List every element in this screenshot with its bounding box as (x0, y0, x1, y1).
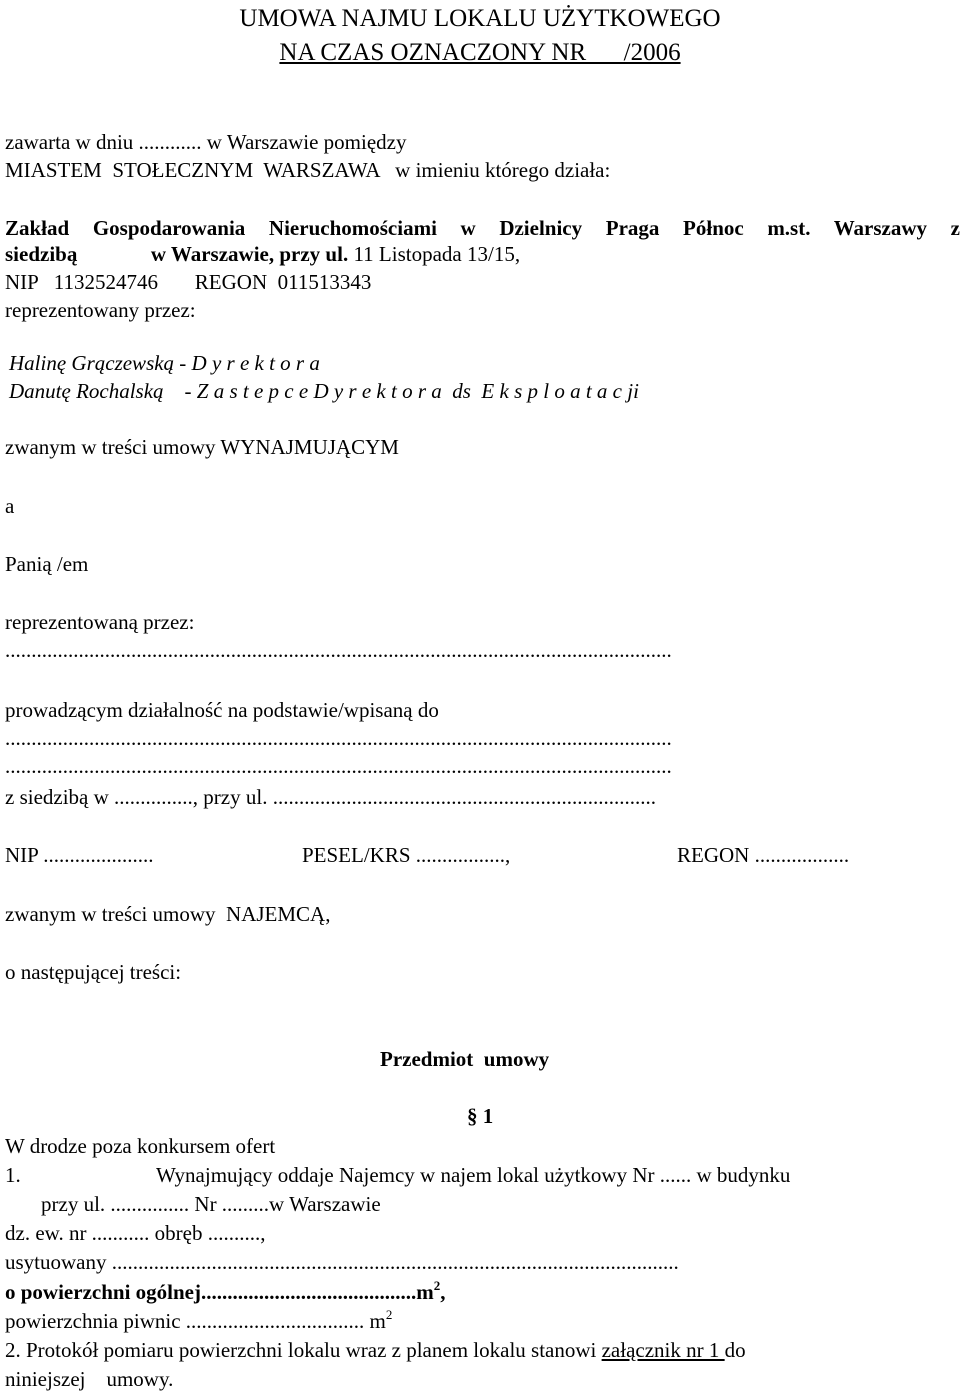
item1-text: Wynajmujący oddaje Najemcy w najem lokal użytkowy Nr ...... w budynku (156, 1163, 791, 1187)
attachment-reference: załącznik nr 1 (601, 1338, 725, 1362)
landlord-nip-regon: NIP 1132524746 REGON 011513343 (5, 270, 372, 294)
intro-city-line: MIASTEM STOŁECZNYM WARSZAWA w imieniu którego działa: (5, 158, 611, 182)
tenant-pesel: PESEL/KRS ................., (302, 843, 511, 867)
landlord-represented-by: reprezentowany przez: (5, 298, 196, 322)
document-title-line2: NA CZAS OZNACZONY NR /2006 (279, 39, 681, 66)
representative-deputy: Danutę Rochalską - Z a s t e p c e D y r e k t o r a ds E k s p l o a t a c ji (9, 379, 639, 403)
no-tender-line: W drodze poza konkursem ofert (5, 1134, 276, 1158)
tenant-activity-dots2: ............................................................................................................................... (5, 754, 672, 778)
landlord-address-line (5, 244, 520, 265)
tenant-activity-dots1: ............................................................................................................................... (5, 726, 672, 750)
item2-line (5, 1340, 746, 1361)
total-area-line (5, 1278, 446, 1304)
tenant-nip: NIP ..................... (5, 843, 154, 867)
basement-area-line (5, 1307, 393, 1333)
located-line: usytuowany ............................................................................................................ (5, 1250, 679, 1274)
intro-date-line: zawarta w dniu ............ w Warszawie pomiędzy (5, 130, 407, 154)
representative-director: Halinę Grączewską - D y r e k t o r a (9, 351, 320, 375)
paragraph-number: § 1 (467, 1104, 494, 1128)
tenant-regon: REGON .................. (677, 843, 850, 867)
tenant-representative-dots: ............................................................................................................................... (5, 638, 672, 662)
document-title-line1: UMOWA NAJMU LOKALU UŻYTKOWEGO (239, 5, 721, 32)
item2-end: do (724, 1338, 746, 1362)
landlord-street: 11 Listopada 13/15, (353, 242, 521, 266)
item2-line2: niniejszej umowy. (5, 1367, 174, 1391)
total-area-comma: , (440, 1280, 446, 1304)
item1-street: przy ul. ............... Nr .........w Warszawie (41, 1192, 381, 1216)
landlord-seat-label: siedzibą w Warszawie, przy ul. (5, 242, 354, 266)
plot-line: dz. ew. nr ........... obręb .........., (5, 1221, 266, 1245)
item1-number: 1. (5, 1163, 21, 1187)
tenant-seat: z siedzibą w ..............., przy ul. ......................................................................... (5, 785, 656, 809)
tenant-name: Panią /em (5, 552, 89, 576)
landlord-name-line: Zakład Gospodarowania Nieruchomościami w Dzielnicy Praga Północ m.st. Warszawy z (5, 216, 960, 240)
basement-area-unit-sup: 2 (385, 1307, 393, 1322)
section-heading: Przedmiot umowy (380, 1047, 550, 1071)
tenant-activity: prowadzącym działalność na podstawie/wpisaną do (5, 698, 439, 722)
landlord-called: zwanym w treści umowy WYNAJMUJĄCYM (5, 435, 399, 459)
total-area-label: o powierzchni ogólnej.........................................m (5, 1280, 434, 1304)
contract-content-intro: o następującej treści: (5, 960, 182, 984)
tenant-called: zwanym w treści umowy NAJEMCĄ, (5, 902, 331, 926)
item2-text: 2. Protokół pomiaru powierzchni lokalu wraz z planem lokalu stanowi (5, 1338, 602, 1362)
conjunction: a (5, 494, 15, 518)
basement-area-label: powierzchnia piwnic .................................. m (5, 1309, 386, 1333)
total-area-unit-sup: 2 (433, 1278, 441, 1293)
tenant-represented-by: reprezentowaną przez: (5, 610, 195, 634)
